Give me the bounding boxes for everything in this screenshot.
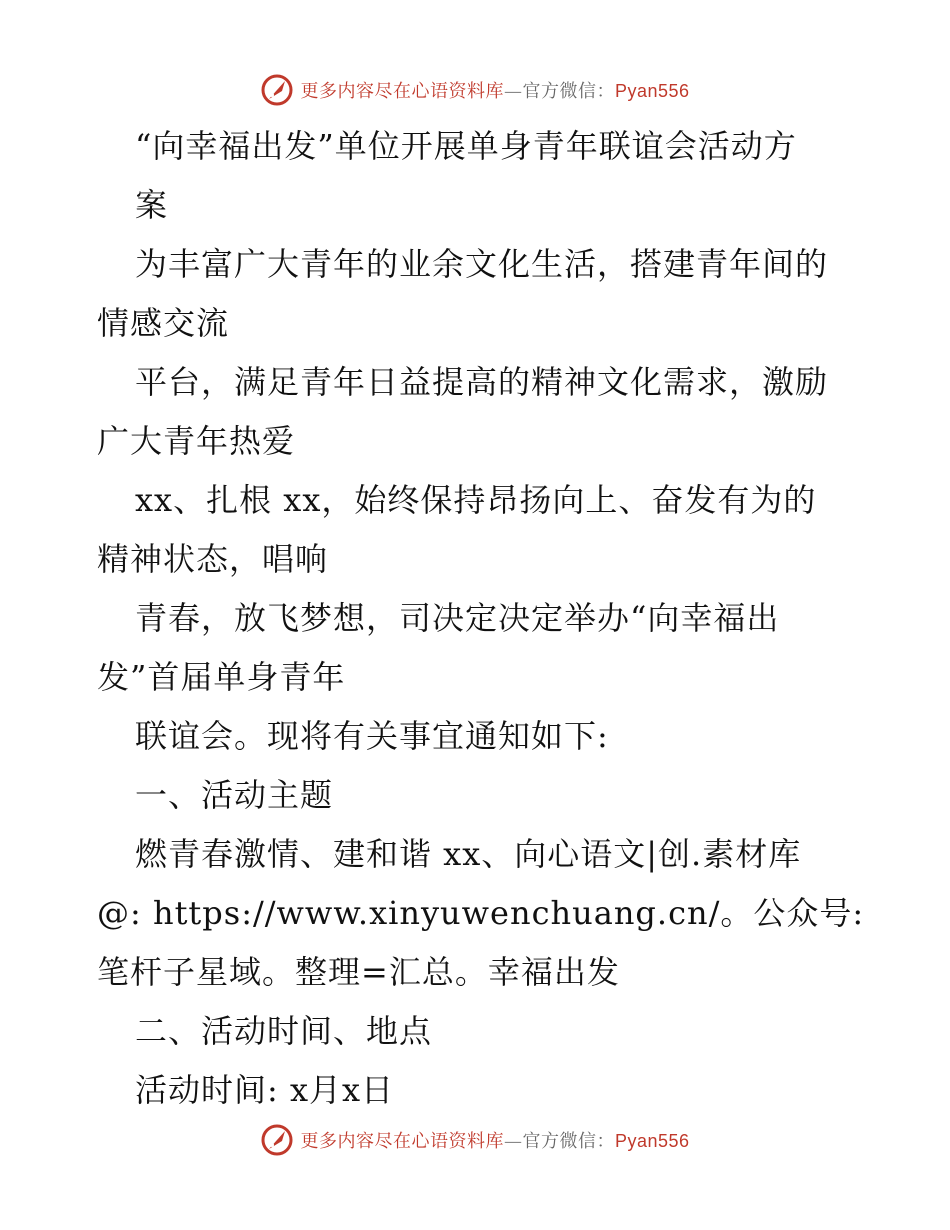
banner-wechat-id: Pyan556 [614, 1131, 690, 1151]
banner-main-text: 更多内容尽在心语资料库 [300, 81, 504, 102]
doc-title-line-1: “向幸福出发”单位开展单身青年联谊会活动方 [135, 127, 797, 165]
banner-wechat-label: 官方微信： [522, 1131, 615, 1152]
paragraph-line: 情感交流 [97, 304, 230, 342]
paragraph-line: 精神状态，唱响 [97, 540, 329, 578]
banner-wechat-id: Pyan556 [614, 81, 690, 101]
paragraph-line: xx、扎根 xx，始终保持昂扬向上、奋发有为的 [135, 481, 817, 519]
banner-text [300, 1127, 689, 1153]
paragraph-line-url: @: https://www.xinyuwenchuang.cn/。公众号: [97, 894, 865, 932]
paragraph-line: 燃青春激情、建和谐 xx、向心语文|创.素材库 [135, 835, 802, 873]
footer-banner [0, 1120, 950, 1160]
quill-pen-circle-icon [260, 1123, 294, 1157]
header-banner [0, 70, 950, 110]
banner-main-text: 更多内容尽在心语资料库 [300, 1131, 504, 1152]
banner-separator: — [503, 1131, 523, 1152]
document-body [97, 117, 865, 1120]
paragraph-line: 发”首届单身青年 [97, 658, 346, 696]
paragraph-line-time: 活动时间: x月x日 [135, 1071, 395, 1109]
banner-wechat-label: 官方微信： [522, 81, 615, 102]
paragraph-line: 为丰富广大青年的业余文化生活，搭建青年间的 [135, 245, 829, 283]
paragraph-line: 广大青年热爱 [97, 422, 296, 460]
section-heading-theme: 一、活动主题 [135, 776, 334, 814]
section-heading-time-place: 二、活动时间、地点 [135, 1012, 433, 1050]
doc-title-line-2: 案 [135, 186, 169, 224]
paragraph-line: 笔杆子星域。整理=汇总。幸福出发 [97, 953, 620, 991]
paragraph-line: 青春，放飞梦想，司决定决定举办“向幸福出 [135, 599, 780, 637]
paragraph-line: 平台，满足青年日益提高的精神文化需求，激励 [135, 363, 829, 401]
quill-pen-circle-icon [260, 73, 294, 107]
paragraph-line: 联谊会。现将有关事宜通知如下: [135, 717, 609, 755]
banner-separator: — [503, 81, 523, 102]
banner-text [300, 77, 689, 103]
